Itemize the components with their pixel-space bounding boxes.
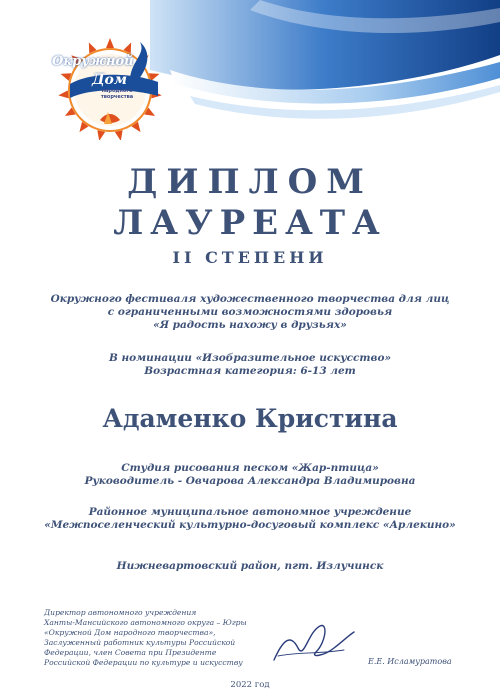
festival-description bbox=[0, 293, 500, 332]
location-line: Нижневартовский район, пгт. Излучинск bbox=[116, 560, 384, 572]
nomination-line: В номинации «Изобразительное искусство» bbox=[108, 352, 392, 364]
institution-line: Районное муниципальное автономное учреждение bbox=[88, 506, 412, 518]
supervisor-line: Руководитель - Овчарова Александра Владимировна bbox=[84, 475, 416, 487]
studio-block bbox=[0, 462, 500, 488]
recipient-name: Адаменко Кристина bbox=[102, 404, 398, 433]
nomination-block bbox=[0, 352, 500, 378]
laureate-title: ЛАУРЕАТА bbox=[113, 203, 387, 243]
festival-line: «Я радость нахожу в друзьях» bbox=[153, 319, 347, 331]
diploma-title: ДИПЛОМ bbox=[127, 162, 373, 202]
signatory-title-line: Директор автономного учреждения bbox=[44, 608, 197, 617]
logo-text-dom: Дом bbox=[92, 72, 128, 88]
logo-text-okruzhnoy: Окружной bbox=[52, 54, 134, 69]
age-category-line: Возрастная категория: 6-13 лет bbox=[144, 365, 356, 377]
degree-title: II СТЕПЕНИ bbox=[172, 248, 328, 267]
studio-line: Студия рисования песком «Жар-птица» bbox=[121, 462, 379, 474]
signatory-name: Е.Е. Исламуратова bbox=[368, 657, 452, 666]
signatory-title bbox=[44, 608, 274, 668]
signatory-title-line: Ханты-Мансийского автономного округа – Югры bbox=[44, 618, 247, 627]
logo-text-narodnogo: народного творчества bbox=[100, 88, 134, 100]
handwritten-signature bbox=[268, 612, 358, 672]
year-label: 2022 год bbox=[230, 680, 270, 690]
festival-line: Окружного фестиваля художественного творчества для лиц bbox=[50, 293, 450, 305]
institution-block bbox=[0, 506, 500, 532]
signatory-title-line: Российской Федерации по культуре и искусству bbox=[44, 658, 243, 667]
signatory-title-line: «Окружной Дом народного творчества», bbox=[44, 628, 216, 637]
signatory-title-line: Федерации, член Совета при Президенте bbox=[44, 648, 217, 657]
festival-line: с ограниченными возможностями здоровья bbox=[107, 306, 393, 318]
institution-line: «Межпоселенческий культурно-досуговый комплекс «Арлекино» bbox=[44, 519, 456, 531]
signatory-title-line: Заслуженный работник культуры Российской bbox=[44, 638, 236, 647]
